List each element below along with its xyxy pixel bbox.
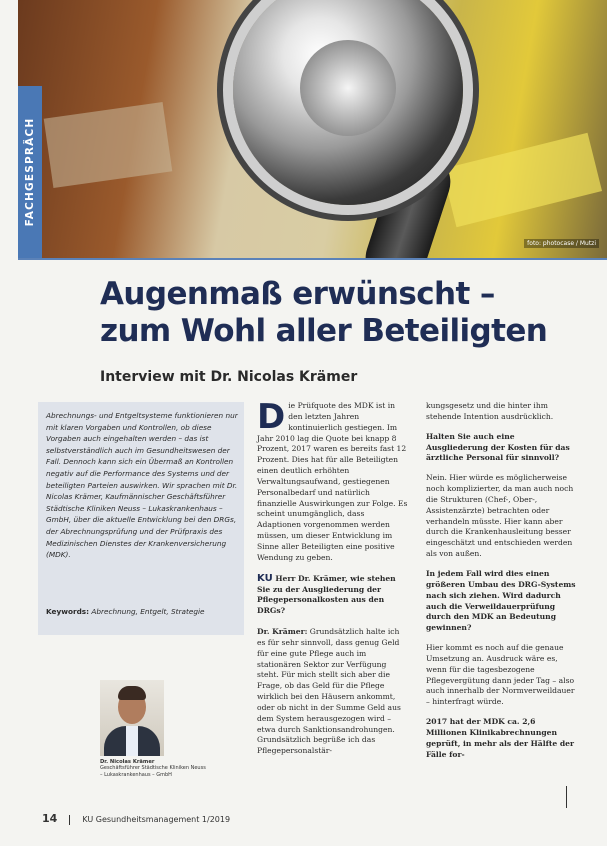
continued-paragraph: kungsgesetz und die hinter ihm stehende Intention ausdrücklich. (426, 401, 554, 421)
footer-divider (69, 815, 70, 825)
drop-cap: D (257, 397, 286, 437)
keywords (46, 607, 238, 617)
question-2: Halten Sie auch eine Ausgliederung der Kosten für das ärztliche Personal für sinnvoll? (426, 431, 570, 463)
text-column-1 (257, 397, 409, 757)
stethoscope-diaphragm (300, 40, 396, 136)
abstract-text: Abrechnungs- und Entgeltsysteme funktionieren nur mit klaren Vorgaben und Kontrollen, ob diese Vorgaben auch eingehalten werden – das ist selbstverständlich auch im Gesundheitswesen der Fall. Dennoch kann sich ein Übermaß an Kontrollen negativ auf die Performance des Systems und der beteiligten Parteien auswirken. Wir sprachen mit Dr. Nicolas Krämer, Kaufmännischer Geschäftsführer Städtische Kliniken Neuss – Lukaskrankenhaus – GmbH, über die aktuelle Entwicklung bei den DRGs, der Abrechnungsprüfung und der Prüfpraxis des Medizinischen Dienstes der Krankenversicherung (MDK). (46, 411, 238, 560)
answer-speaker: Dr. Krämer: (257, 627, 308, 637)
answer-3: Hier kommt es noch auf die genaue Umsetzung an. Ausdruck wäre es, wenn für die tagesbezogene Pflegevergütung dann jeder Tag – also auch innerhalb der Normverweildauer – hinterfragt würde. (426, 643, 575, 707)
section-tab (18, 86, 42, 258)
page-footer (42, 812, 230, 825)
question-1-text: Herr Dr. Krämer, wie stehen Sie zu der Ausgliederung der Pflegepersonalkosten aus den DRGs? (257, 573, 396, 616)
portrait-photo (100, 680, 164, 756)
portrait-caption (100, 759, 260, 778)
portrait-shirt (126, 726, 138, 756)
banknote-shape (44, 102, 173, 188)
article-subtitle: Interview mit Dr. Nicolas Krämer (100, 369, 358, 385)
divider-stripe (18, 258, 607, 260)
banknote-shape-yellow (442, 133, 602, 228)
section-tab-label: FACHGESPRÄCH (24, 117, 36, 227)
answer-1-text: Grundsätzlich halte ich es für sehr sinnvoll, dass genug Geld für eine gute Pflege auch im stationären Sektor zur Verfügung steht. Für mich stellt sich aber die Frage, ob das Geld für die Pflege wirklich bei den Häusern ankommt, oder ob nicht in der Summe Geld aus dem System herausgezogen wird – etwa durch Sanktionsandrohungen. Grundsätzlich begrüße ich das Pflegepersonalstär- (257, 627, 401, 756)
caption-org: – Lukaskrankenhaus – GmbH (100, 771, 172, 778)
portrait-hair (118, 686, 146, 700)
text-column-2 (426, 401, 576, 760)
question-label: KU (257, 572, 273, 584)
answer-2: Nein. Hier würde es möglicherweise noch komplizierter, da man auch noch die Strukturen (Chef-, Ober-, Assistenzärzte) betrachten oder verhandeln müsste. Hier kann aber durch die Krankenhausleitung besser eingeschätzt und entschieden werden als von außen. (426, 473, 574, 559)
answer-1 (257, 627, 409, 757)
question-3: In jedem Fall wird dies einen größeren Umbau des DRG-Systems nach sich ziehen. Wird dadurch auch die Verweildauerprüfung durch den MDK an Bedeutung gewinnen? (426, 568, 576, 633)
keywords-value: Abrechnung, Entgelt, Strategie (91, 607, 205, 616)
intro-text: ie Prüfquote des MDK ist in den letzten Jahren kontinuierlich gestiegen. Im Jahr 2010 lag die Quote bei knapp 8 Prozent, 2017 waren es bereits fast 12 Prozent. Dies hat für alle Beteiligten einen deutlich erhöhten Verwaltungsaufwand, gestiegenen Personalbedarf und natürlich finanzielle Auswirkungen zur Folge. Es scheint unumgänglich, dass Adaptionen vorgenommen werden müssen, um dieser Entwicklung im Sinne aller Beteiligten eine positive Wendung zu geben. (257, 401, 408, 562)
article-title-line1: Augenmaß erwünscht – (100, 276, 495, 312)
caption-name: Dr. Nicolas Krämer (100, 759, 155, 765)
abstract-box (38, 402, 244, 635)
article-title-line2: zum Wohl aller Beteiligten (100, 313, 548, 349)
hero-photo-stethoscope (18, 0, 607, 258)
page-number: 14 (42, 812, 58, 825)
margin-rule (566, 786, 567, 808)
intro-paragraph (257, 397, 409, 564)
question-4: 2017 hat der MDK ca. 2,6 Millionen Klinikabrechnungen geprüft, in mehr als der Hälfte der Fälle for- (426, 717, 574, 759)
caption-role: Geschäftsführer Städtische Kliniken Neuss (100, 765, 206, 772)
keywords-label: Keywords: (46, 607, 90, 616)
question-1 (257, 574, 409, 617)
article-title (100, 276, 580, 350)
photo-credit: foto: photocase / Mutzi (524, 239, 599, 248)
journal-name: KU Gesundheitsmanagement 1/2019 (82, 815, 231, 824)
